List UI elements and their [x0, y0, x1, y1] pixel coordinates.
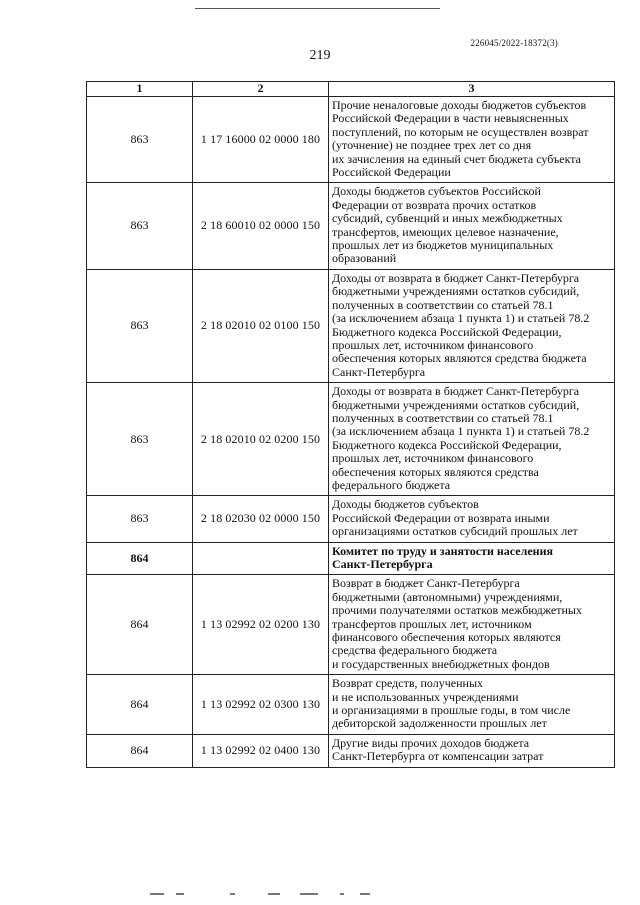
- table-row: [87, 383, 615, 496]
- page-number: 219: [309, 48, 331, 63]
- revenue-code-cell: 2 18 02010 02 0100 150: [193, 269, 329, 382]
- table-row: [87, 269, 615, 382]
- revenue-code-cell: 1 13 02992 02 0200 130: [193, 575, 329, 675]
- admin-code-cell: 864: [87, 575, 193, 675]
- description-cell: Возврат в бюджет Санкт-Петербурга бюджетными (автономными) учреждениями, прочими получателями остатков межбюджетных трансфертов прошлых лет, источником финансового обеспечения которых являются средства федерального бюджета и государственных внебюджетных фондов: [329, 575, 615, 675]
- revenue-code-cell: 2 18 60010 02 0000 150: [193, 183, 329, 269]
- admin-code-cell: 863: [87, 269, 193, 382]
- column-header-1: 1: [87, 82, 193, 97]
- revenue-code-cell: 2 18 02030 02 0000 150: [193, 496, 329, 542]
- scan-bottom-marks: [0, 893, 640, 899]
- admin-code-cell: 864: [87, 675, 193, 735]
- admin-code-cell: 864: [87, 542, 193, 575]
- table-row: [87, 734, 615, 767]
- table-row: [87, 575, 615, 675]
- description-cell: Доходы бюджетов субъектов Российской Федерации от возврата иными организациями остатков субсидий прошлых лет: [329, 496, 615, 542]
- description-cell: Другие виды прочих доходов бюджета Санкт-Петербурга от компенсации затрат: [329, 734, 615, 767]
- committee-name-cell: Комитет по труду и занятости населения Санкт-Петербурга: [329, 542, 615, 575]
- description-cell: Возврат средств, полученных и не использованных учреждениями и организациями в прошлые годы, в том числе дебиторской задолженности прошлых лет: [329, 675, 615, 735]
- table-row: [87, 496, 615, 542]
- revenue-code-cell: 1 13 02992 02 0300 130: [193, 675, 329, 735]
- admin-code-cell: 863: [87, 496, 193, 542]
- table-row: [87, 183, 615, 269]
- revenue-code-cell: 1 17 16000 02 0000 180: [193, 97, 329, 183]
- admin-code-cell: 863: [87, 383, 193, 496]
- description-cell: Доходы бюджетов субъектов Российской Федерации от возврата прочих остатков субсидий, субвенций и иных межбюджетных трансфертов, имеющих целевое назначение, прошлых лет из бюджетов муниципальных образований: [329, 183, 615, 269]
- description-cell: Прочие неналоговые доходы бюджетов субъектов Российской Федерации в части невыясненных поступлений, по которым не осуществлен возврат (уточнение) не позднее трех лет со дня их зачисления на единый счет бюджета субъекта Российской Федерации: [329, 97, 615, 183]
- table-row: [87, 97, 615, 183]
- column-header-2: 2: [193, 82, 329, 97]
- column-header-3: 3: [329, 82, 615, 97]
- table-row: [87, 675, 615, 735]
- table-row-committee: [87, 542, 615, 575]
- revenue-code-cell: 2 18 02010 02 0200 150: [193, 383, 329, 496]
- top-rule: [195, 8, 440, 9]
- document-number: 226045/2022-18372(3): [470, 38, 558, 48]
- revenue-code-cell: [193, 542, 329, 575]
- budget-revenue-table: [86, 81, 615, 768]
- admin-code-cell: 864: [87, 734, 193, 767]
- revenue-code-cell: 1 13 02992 02 0400 130: [193, 734, 329, 767]
- admin-code-cell: 863: [87, 183, 193, 269]
- description-cell: Доходы от возврата в бюджет Санкт-Петербурга бюджетными учреждениями остатков субсидий, полученных в соответствии со статьей 78.1 (за исключением абзаца 1 пункта 1) и статьей 78.2 Бюджетного кодекса Российской Федерации, прошлых лет, источником финансового обеспечения которых являются средства федерального бюджета: [329, 383, 615, 496]
- table-header-row: [87, 82, 615, 97]
- description-cell: Доходы от возврата в бюджет Санкт-Петербурга бюджетными учреждениями остатков субсидий, полученных в соответствии со статьей 78.1 (за исключением абзаца 1 пункта 1) и статьей 78.2 Бюджетного кодекса Российской Федерации, прошлых лет, источником финансового обеспечения которых являются средства бюджета Санкт-Петербурга: [329, 269, 615, 382]
- admin-code-cell: 863: [87, 97, 193, 183]
